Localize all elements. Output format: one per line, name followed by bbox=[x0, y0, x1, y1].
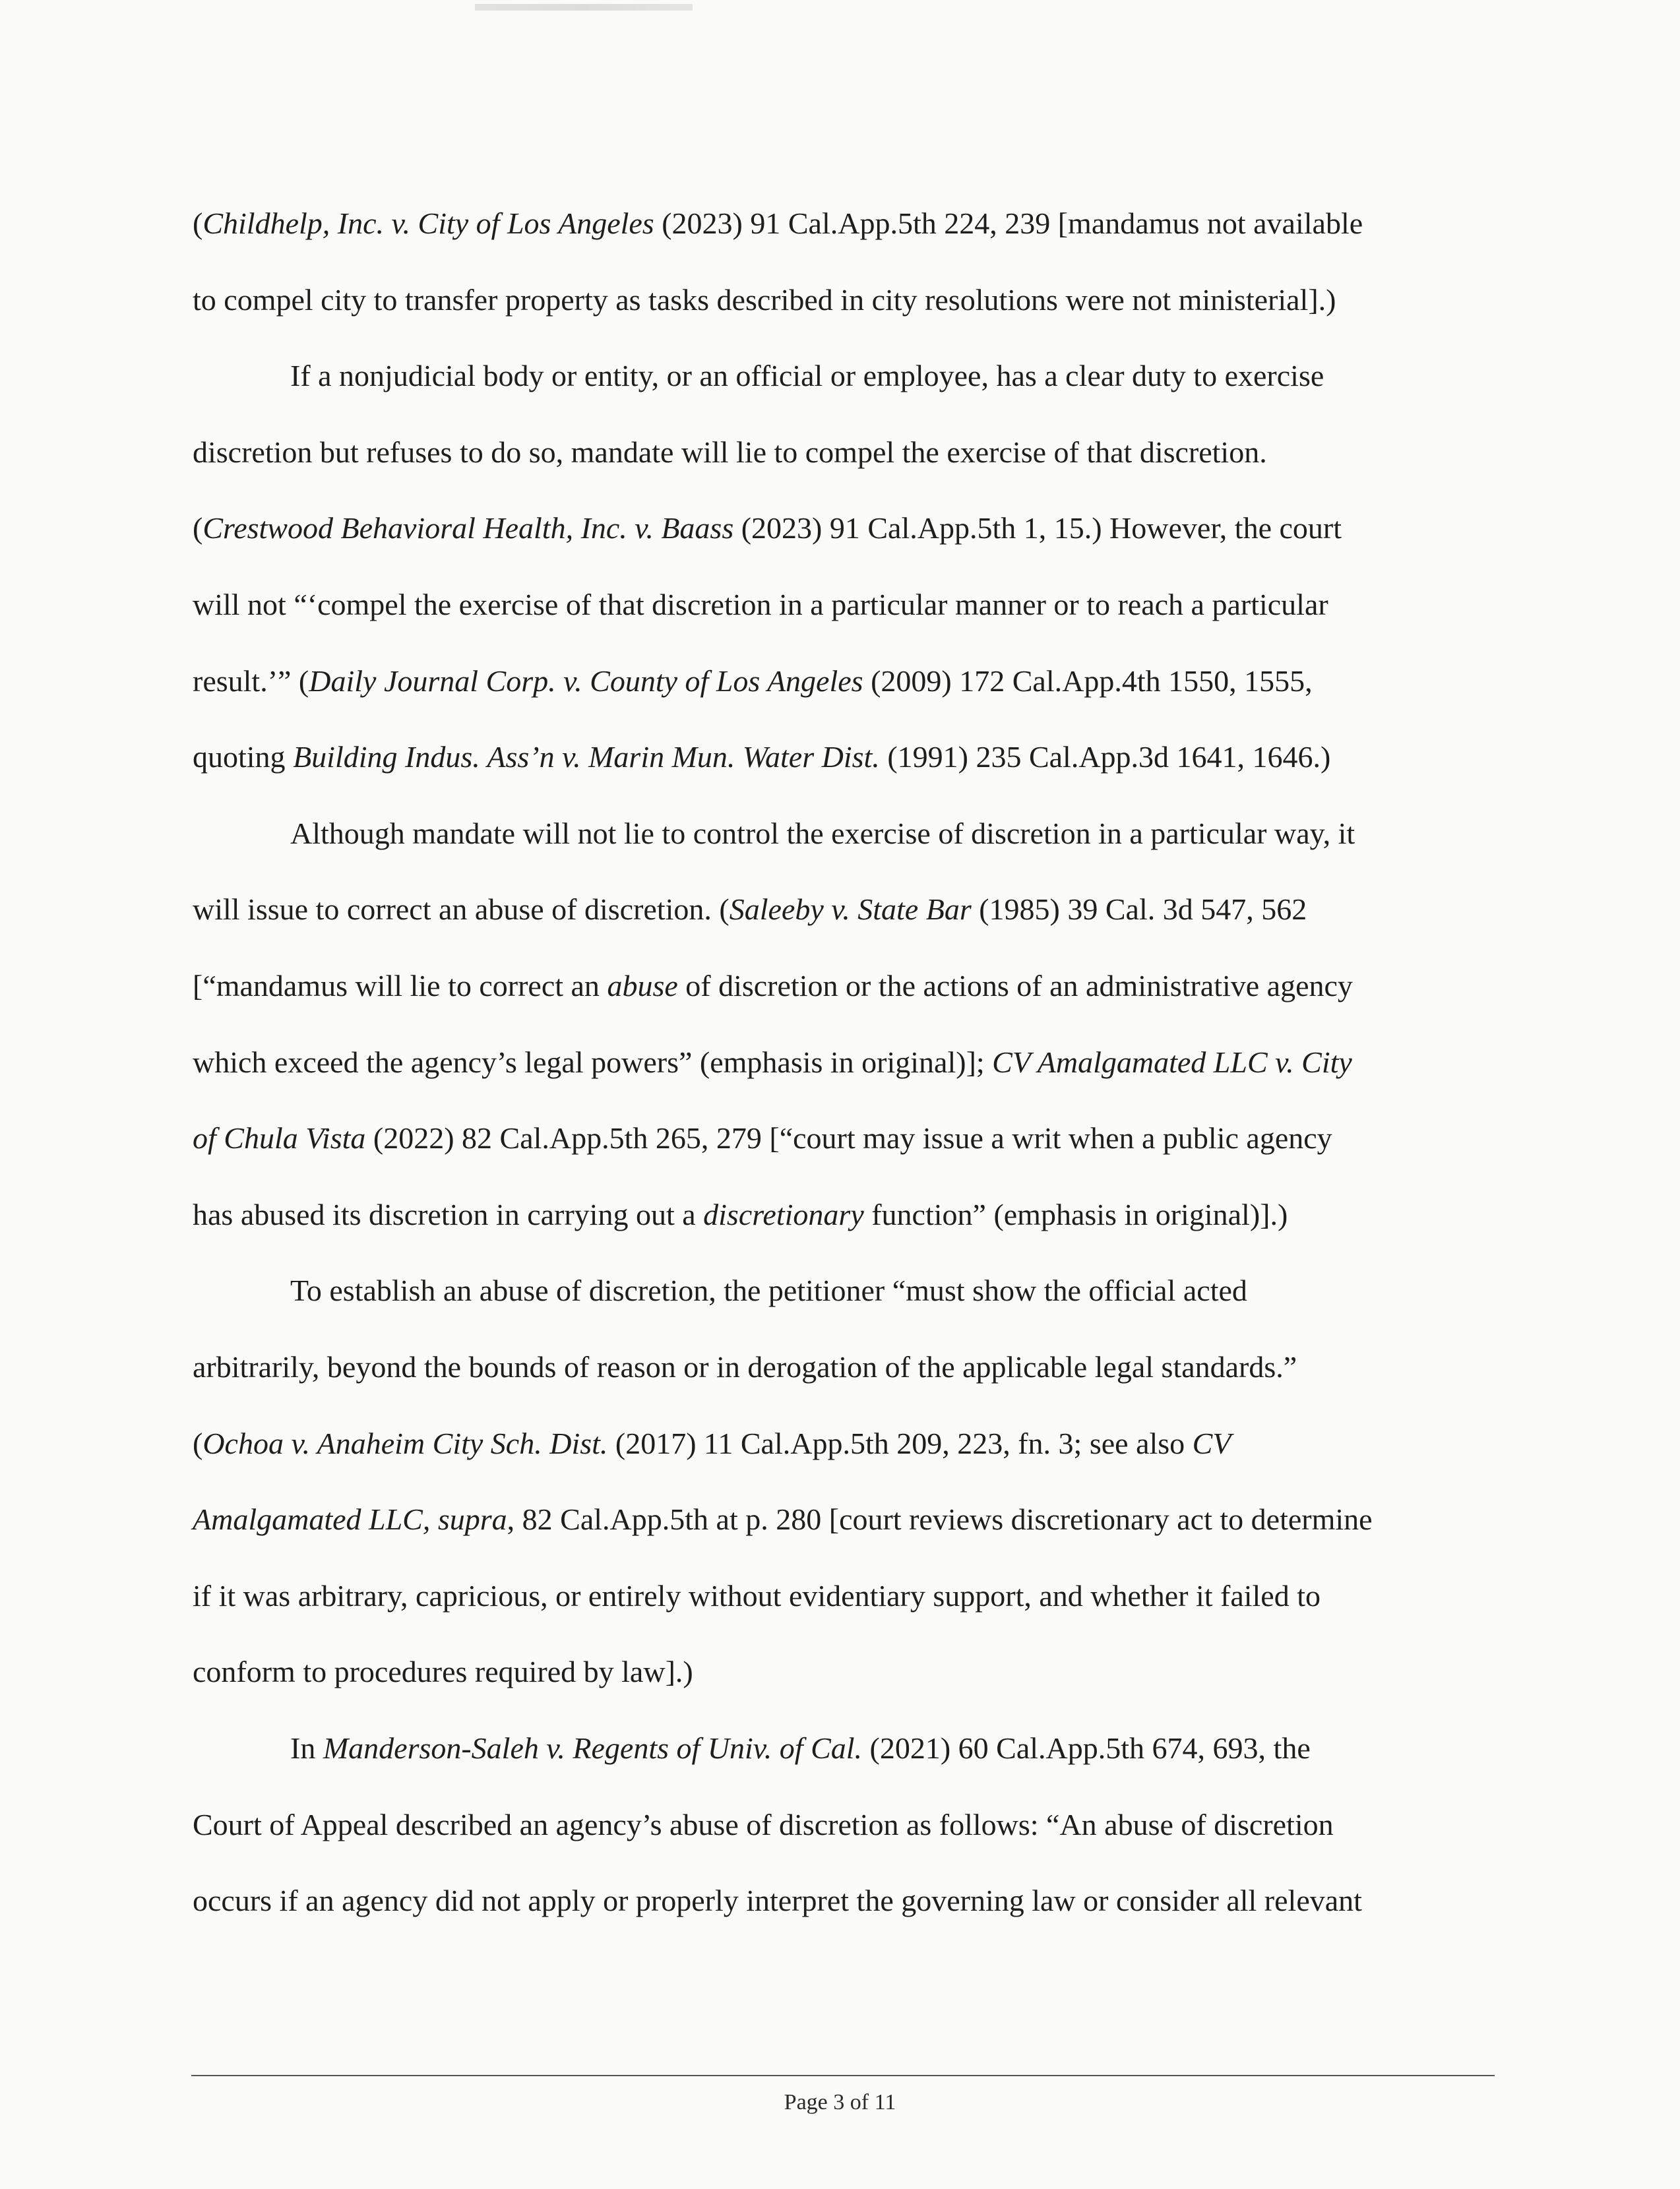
text-line: quoting Building Indus. Ass’n v. Marin Mun. Water Dist. (1991) 235 Cal.App.3d 1641, 1646.) bbox=[193, 740, 1331, 774]
text-line: Although mandate will not lie to control the exercise of discretion in a particular way, it bbox=[290, 816, 1355, 850]
text-line: (Childhelp, Inc. v. City of Los Angeles (2023) 91 Cal.App.5th 224, 239 [mandamus not available bbox=[193, 206, 1363, 240]
text-line: result.’” (Daily Journal Corp. v. County of Los Angeles (2009) 172 Cal.App.4th 1550, 1555, bbox=[193, 663, 1313, 698]
text-line: discretion but refuses to do so, mandate will lie to compel the exercise of that discretion. bbox=[193, 435, 1267, 469]
case-citation: Crestwood Behavioral Health, Inc. v. Baass bbox=[202, 511, 734, 545]
text-line: will issue to correct an abuse of discretion. (Saleeby v. State Bar (1985) 39 Cal. 3d 547, 562 bbox=[193, 892, 1307, 927]
text-line: arbitrarily, beyond the bounds of reason or in derogation of the applicable legal standards.” bbox=[193, 1350, 1297, 1384]
text-line: [“mandamus will lie to correct an abuse of discretion or the actions of an administrative agency bbox=[193, 969, 1353, 1002]
text-line: of Chula Vista (2022) 82 Cal.App.5th 265, 279 [“court may issue a writ when a public agency bbox=[193, 1121, 1332, 1156]
text-line: has abused its discretion in carrying out a discretionary function” (emphasis in original)].) bbox=[193, 1197, 1288, 1231]
text-line: will not “‘compel the exercise of that discretion in a particular manner or to reach a particular bbox=[193, 588, 1328, 621]
text-line: which exceed the agency’s legal powers” (emphasis in original)]; CV Amalgamated LLC v. City bbox=[193, 1045, 1352, 1079]
text-line: To establish an abuse of discretion, the petitioner “must show the official acted bbox=[290, 1274, 1247, 1308]
case-citation: Daily Journal Corp. v. County of Los Angeles bbox=[309, 663, 863, 698]
case-citation: of Chula Vista bbox=[193, 1121, 366, 1156]
case-citation: Childhelp, Inc. v. City of Los Angeles bbox=[202, 206, 654, 240]
text-line: Court of Appeal described an agency’s abuse of discretion as follows: “An abuse of discretion bbox=[193, 1807, 1334, 1841]
case-citation: Saleeby v. State Bar bbox=[729, 892, 972, 927]
case-citation: abuse bbox=[607, 969, 678, 1002]
case-citation: Amalgamated LLC, supra bbox=[193, 1502, 507, 1537]
text-line: occurs if an agency did not apply or properly interpret the governing law or consider all relevant bbox=[193, 1884, 1362, 1918]
text-line: if it was arbitrary, capricious, or entirely without evidentiary support, and whether it failed to bbox=[193, 1578, 1321, 1613]
page-number: Page 3 of 11 bbox=[784, 2090, 896, 2114]
case-citation: Manderson-Saleh v. Regents of Univ. of Cal. bbox=[323, 1731, 863, 1765]
footer-rule bbox=[191, 2075, 1495, 2076]
scan-artifact bbox=[475, 4, 693, 11]
text-line: Amalgamated LLC, supra, 82 Cal.App.5th at p. 280 [court reviews discretionary act to determine bbox=[193, 1502, 1373, 1537]
case-citation: Ochoa v. Anaheim City Sch. Dist. bbox=[202, 1426, 608, 1460]
case-citation: discretionary bbox=[703, 1197, 864, 1231]
case-citation: CV Amalgamated LLC v. City bbox=[992, 1045, 1352, 1079]
text-line: (Ochoa v. Anaheim City Sch. Dist. (2017) 11 Cal.App.5th 209, 223, fn. 3; see also CV bbox=[193, 1426, 1231, 1460]
text-line: to compel city to transfer property as tasks described in city resolutions were not ministerial].) bbox=[193, 282, 1336, 317]
case-citation: Building Indus. Ass’n v. Marin Mun. Water Dist. bbox=[293, 740, 880, 774]
text-line: In Manderson-Saleh v. Regents of Univ. of Cal. (2021) 60 Cal.App.5th 674, 693, the bbox=[290, 1731, 1311, 1765]
text-line: conform to procedures required by law].) bbox=[193, 1655, 693, 1689]
case-citation: CV bbox=[1192, 1426, 1231, 1460]
text-line: If a nonjudicial body or entity, or an official or employee, has a clear duty to exercise bbox=[290, 359, 1324, 393]
text-line: (Crestwood Behavioral Health, Inc. v. Baass (2023) 91 Cal.App.5th 1, 15.) However, the court bbox=[193, 511, 1342, 545]
